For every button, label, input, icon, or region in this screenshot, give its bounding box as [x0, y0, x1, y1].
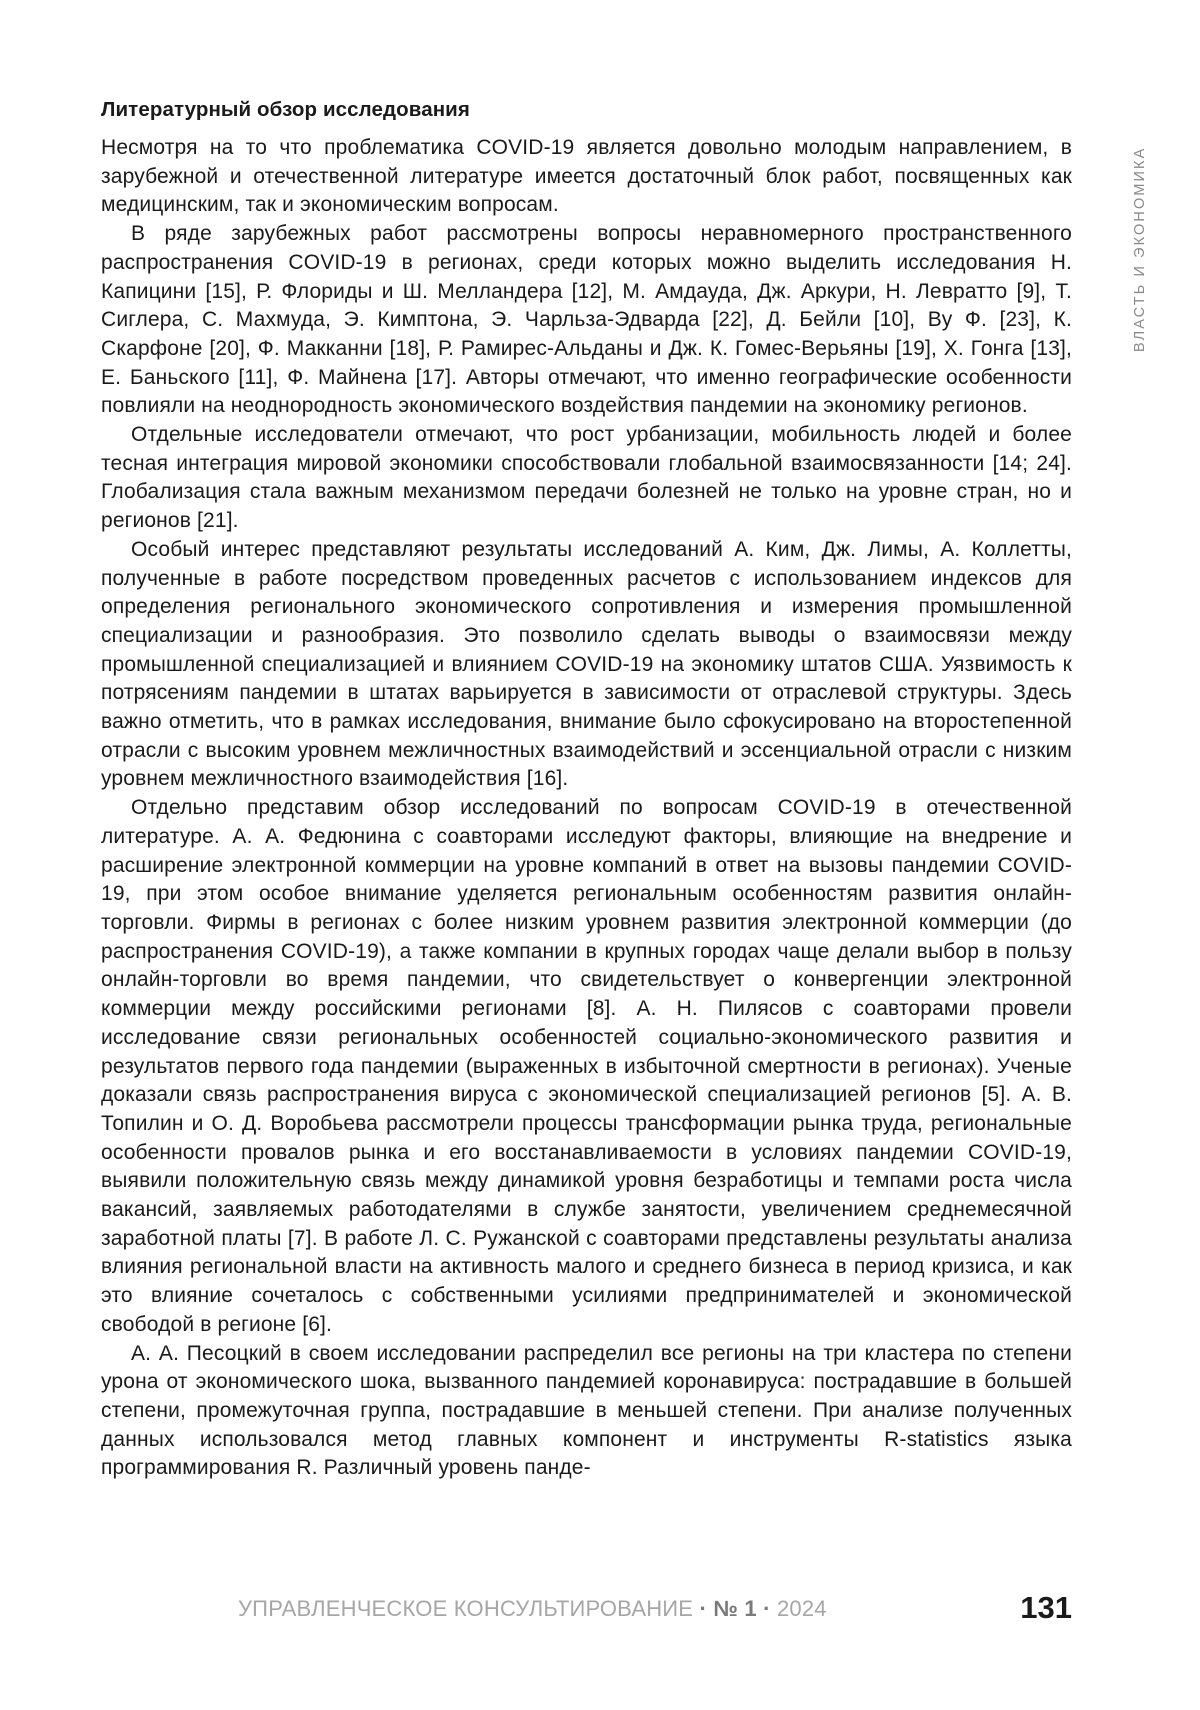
- section-heading: Литературный обзор исследования: [101, 96, 1072, 124]
- journal-line: [238, 1596, 827, 1622]
- paragraph: Особый интерес представляют результаты исследований А. Ким, Дж. Лимы, А. Коллетты, полученные в работе посредством проведенных расчетов с использованием индексов для определения регионального экономического сопротивления и измерения промышленной специализации и разнообразия. Это позволило сделать выводы о взаимосвязи между промышленной специализацией и влиянием COVID-19 на экономику штатов США. Уязвимость к потрясениям пандемии в штатах варьируется в зависимости от отраслевой структуры. Здесь важно отметить, что в рамках исследования, внимание было сфокусировано на второстепенной отрасли с высоким уровнем межличностных взаимодействий и эссенциальной отрасли с низким уровнем межличностного взаимодействия [16].: [101, 536, 1072, 794]
- side-label-text: ВЛАСТЬ И ЭКОНОМИКА: [1130, 100, 1150, 352]
- section-side-label: [1106, 100, 1130, 352]
- issue-number: № 1: [713, 1596, 756, 1621]
- footer-separator: ·: [699, 1596, 707, 1621]
- footer-separator: ·: [763, 1596, 771, 1621]
- paragraph: Несмотря на то что проблематика COVID-19 является довольно молодым направлением, в зарубежной и отечественной литературе имеется достаточный блок работ, посвященных как медицинским, так и экономическим вопросам.: [101, 134, 1072, 220]
- issue-year: 2024: [777, 1596, 827, 1621]
- page-number: 131: [1020, 1590, 1072, 1626]
- journal-name: УПРАВЛЕНЧЕСКОЕ КОНСУЛЬТИРОВАНИЕ: [238, 1596, 693, 1621]
- journal-page: [0, 0, 1200, 1710]
- paragraph: А. А. Песоцкий в своем исследовании распределил все регионы на три кластера по степени урона от экономического шока, вызванного пандемией коронавируса: пострадавшие в большей степени, промежуточная группа, пострадавшие в меньшей степени. При анализе полученных данных использовался метод главных компонент и инструменты R-statistics языка программирования R. Различный уровень панде-: [101, 1340, 1072, 1484]
- paragraph: В ряде зарубежных работ рассмотрены вопросы неравномерного пространственного распространения COVID-19 в регионах, среди которых можно выделить исследования Н. Капицини [15], Р. Флориды и Ш. Мелландера [12], М. Амдауда, Дж. Аркури, Н. Левратто [9], Т. Сиглера, С. Махмуда, Э. Кимптона, Э. Чарльза-Эдварда [22], Д. Бейли [10], Ву Ф. [23], К. Скарфоне [20], Ф. Макканни [18], Р. Рамирес-Альданы и Дж. К. Гомес-Верьяны [19], Х. Гонга [13], Е. Баньского [11], Ф. Майнена [17]. Авторы отмечают, что именно географические особенности повлияли на неоднородность экономического воздействия пандемии на экономику регионов.: [101, 220, 1072, 421]
- page-footer: [238, 1590, 1072, 1624]
- paragraph: Отдельные исследователи отмечают, что рост урбанизации, мобильность людей и более тесная интеграция мировой экономики способствовали глобальной взаимосвязанности [14; 24]. Глобализация стала важным механизмом передачи болезней не только на уровне стран, но и регионов [21].: [101, 421, 1072, 536]
- paragraph: Отдельно представим обзор исследований по вопросам COVID-19 в отечественной литературе. А. А. Федюнина с соавторами исследуют факторы, влияющие на внедрение и расширение электронной коммерции на уровне компаний в ответ на вызовы пандемии COVID-19, при этом особое внимание уделяется региональным особенностям развития онлайн-торговли. Фирмы в регионах с более низким уровнем развития электронной коммерции (до распространения COVID-19), а также компании в крупных городах чаще делали выбор в пользу онлайн-торговли во время пандемии, что свидетельствует о конвергенции электронной коммерции между российскими регионами [8]. А. Н. Пилясов с соавторами провели исследование связи региональных особенностей социально-экономического развития и результатов первого года пандемии (выраженных в избыточной смертности в регионах). Ученые доказали связь распространения вируса с экономической специализацией регионов [5]. А. В. Топилин и О. Д. Воробьева рассмотрели процессы трансформации рынка труда, региональные особенности провалов рынка и его восстанавливаемости в условиях пандемии COVID-19, выявили положительную связь между динамикой уровня безработицы и темпами роста числа вакансий, заявляемых работодателями в службе занятости, увеличением среднемесячной заработной платы [7]. В работе Л. С. Ружанской с соавторами представлены результаты анализа влияния региональной власти на активность малого и среднего бизнеса в период кризиса, и как это влияние сочеталось с собственными усилиями предпринимателей и экономической свободой в регионе [6].: [101, 794, 1072, 1339]
- article-body: [101, 96, 1072, 1483]
